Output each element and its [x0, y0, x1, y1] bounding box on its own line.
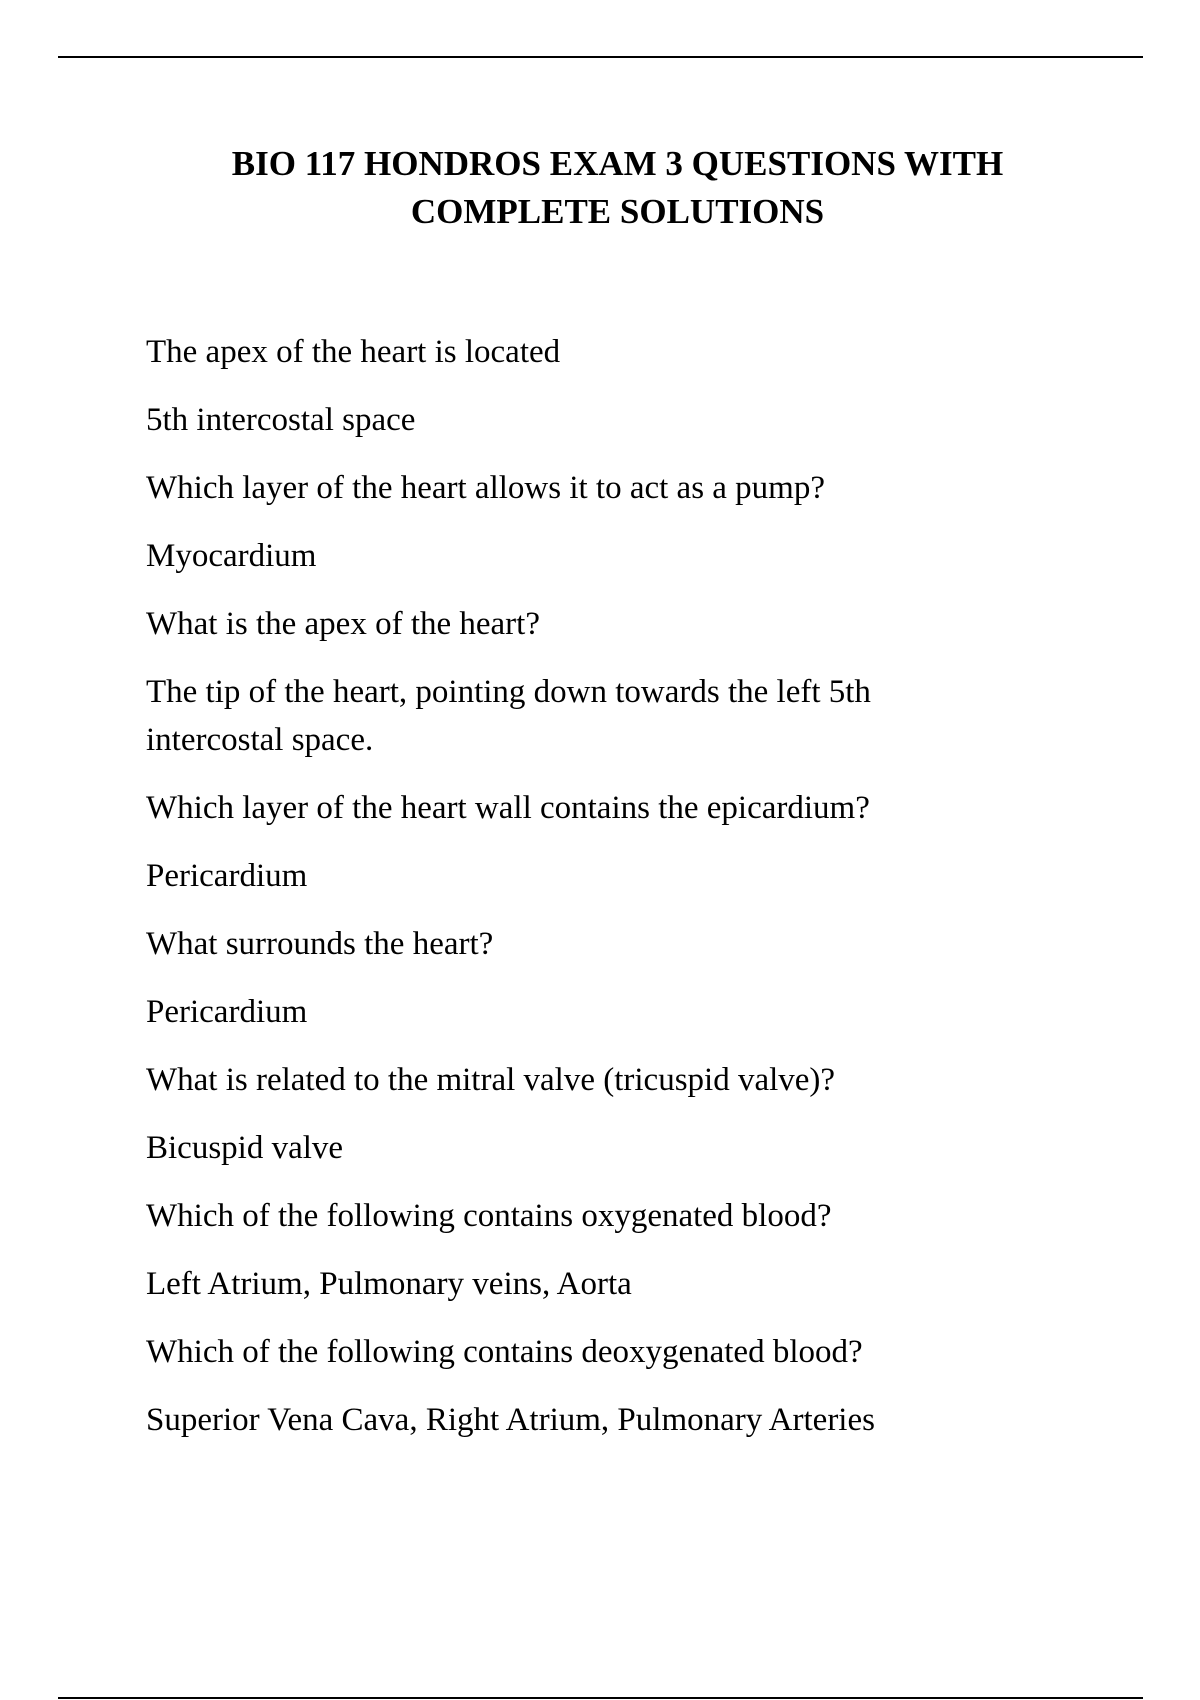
question-text: What is the apex of the heart? — [146, 606, 540, 642]
top-rule — [58, 56, 1143, 58]
answer-text: 5th intercostal space — [146, 402, 416, 438]
title-line-2: COMPLETE SOLUTIONS — [410, 192, 825, 231]
title-line-1: BIO 117 HONDROS EXAM 3 QUESTIONS WITH — [231, 144, 1004, 183]
bottom-rule — [58, 1697, 1143, 1699]
question-text: Which layer of the heart allows it to act as a pump? — [146, 470, 825, 506]
answer-text: Bicuspid valve — [146, 1130, 344, 1166]
question-text: The apex of the heart is located — [146, 334, 561, 370]
question-text: Which layer of the heart wall contains the epicardium? — [146, 790, 870, 826]
document-title — [0, 140, 1200, 236]
question-answer-list — [146, 328, 1106, 1464]
question-text: Which of the following contains oxygenated blood? — [146, 1198, 832, 1234]
answer-text: Superior Vena Cava, Right Atrium, Pulmonary Arteries — [146, 1402, 875, 1438]
answer-text: Left Atrium, Pulmonary veins, Aorta — [146, 1266, 632, 1302]
question-text: What is related to the mitral valve (tricuspid valve)? — [146, 1062, 836, 1098]
answer-text: Pericardium — [146, 994, 308, 1030]
question-text: What surrounds the heart? — [146, 926, 494, 962]
question-text: Which of the following contains deoxygenated blood? — [146, 1334, 863, 1370]
answer-text: The tip of the heart, pointing down towards the left 5th intercostal space. — [146, 674, 871, 758]
answer-text: Pericardium — [146, 858, 308, 894]
answer-text: Myocardium — [146, 538, 317, 574]
